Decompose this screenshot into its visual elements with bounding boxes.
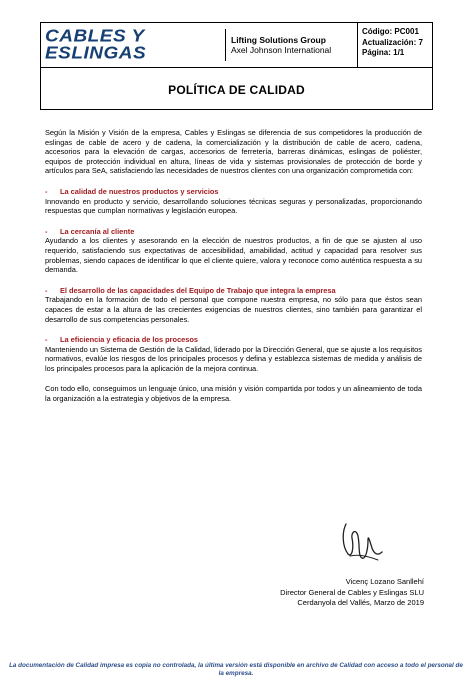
document-title: POLÍTICA DE CALIDAD	[168, 82, 305, 97]
policy-section	[45, 187, 422, 216]
place-and-date: Cerdanyola del Vallés, Marzo de 2019	[297, 598, 424, 607]
section-text: Ayudando a los clientes y asesorando en la elección de nuestros productos, a fin de que se ajusten al uso requerido, satisfaciendo sus expectativas de accesibilidad, amabilidad, actitud y capacidad para resolver sus problemas, siendo capaces de identificar lo que el cliente quiere, valora y reconoce como auténtica respuesta a su demanda.	[45, 236, 422, 275]
intro-paragraph: Según la Misión y Visión de la empresa, Cables y Eslingas se diferencia de sus competidores la producción de eslingas de cable de acero y de cadena, la comercialización y la distribución de cable de acero, cadena, accesorios para la elevación de cargas, accesorios de ferretería, barreras dinámicas, eslingas de poliéster, equipos de protección individual en altura, líneas de vida y sistemas provisionales de protección de borde y artículos para SeA, satisfaciendo las necesidades de nuestros clientes con una organización comprometida con:	[45, 128, 422, 176]
bullet-dash: -	[45, 335, 48, 345]
section-heading-text: La eficiencia y eficacia de los procesos	[60, 335, 199, 345]
policy-section	[45, 335, 422, 373]
closing-paragraph: Con todo ello, conseguimos un lenguaje único, una misión y visión compartida por todos y un alineamiento de toda la organización a la estrategia y objetivos de la empresa.	[45, 384, 422, 404]
bullet-dash: -	[45, 285, 48, 295]
section-heading	[45, 227, 422, 237]
section-heading	[45, 286, 422, 296]
section-text: Innovando en producto y servicio, desarrollando soluciones técnicas seguras y personalizadas, proporcionando respuestas que cumplan normativas y legislación europea.	[45, 196, 422, 216]
bullet-dash: -	[45, 186, 48, 196]
signer-name: Vicenç Lozano Sanllehí	[345, 577, 424, 586]
footer-note: La documentación de Calidad impresa es copia no controlada, la última versión está disponible en archivo de Calidad con acceso a todo el personal de la empresa.	[9, 662, 463, 677]
policy-section	[45, 227, 422, 275]
header-top-row	[41, 23, 432, 68]
document-page: Página: 1/1	[362, 48, 405, 57]
company-logo	[45, 28, 223, 64]
logo-line-2: ESLINGAS	[45, 44, 147, 63]
document-header	[40, 22, 433, 110]
document-update: Actualización: 7	[362, 37, 423, 47]
signer-role: Director General de Cables y Eslingas SLU	[280, 587, 424, 597]
signature-block	[280, 577, 424, 609]
logo-line-1: CABLES Y	[45, 27, 145, 46]
handwritten-signature	[338, 518, 386, 564]
section-heading-text: El desarrollo de las capacidades del Equipo de Trabajo que integra la empresa	[60, 285, 336, 295]
section-heading	[45, 187, 422, 197]
logo-divider	[225, 29, 226, 61]
section-heading-text: La cercanía al cliente	[60, 226, 135, 236]
section-heading	[45, 335, 422, 345]
policy-section	[45, 286, 422, 324]
document-control-block	[357, 23, 434, 68]
company-info	[231, 36, 331, 56]
policy-body	[45, 128, 422, 404]
company-name: Lifting Solutions Group	[231, 35, 326, 45]
section-heading-text: La calidad de nuestros productos y servicios	[60, 186, 219, 196]
section-text: Manteniendo un Sistema de Gestión de la Calidad, liderado por la Dirección General, que se ajuste a los requisitos normativos, evalúe los riesgos de los principales procesos y defina y establezca sistemas de medida y análisis de los principales procesos para la aplicación de la mejora continua.	[45, 344, 422, 373]
bullet-dash: -	[45, 226, 48, 236]
section-text: Trabajando en la formación de todo el personal que compone nuestra empresa, no sólo para que éstos sean capaces de estar a la altura de las crecientes exigencias de nuestros clientes, sino también para garantizar el desarrollo de sus competencias personales.	[45, 295, 422, 324]
document-code: Código: PC001	[362, 27, 419, 36]
company-subtitle: Axel Johnson International	[231, 45, 332, 56]
